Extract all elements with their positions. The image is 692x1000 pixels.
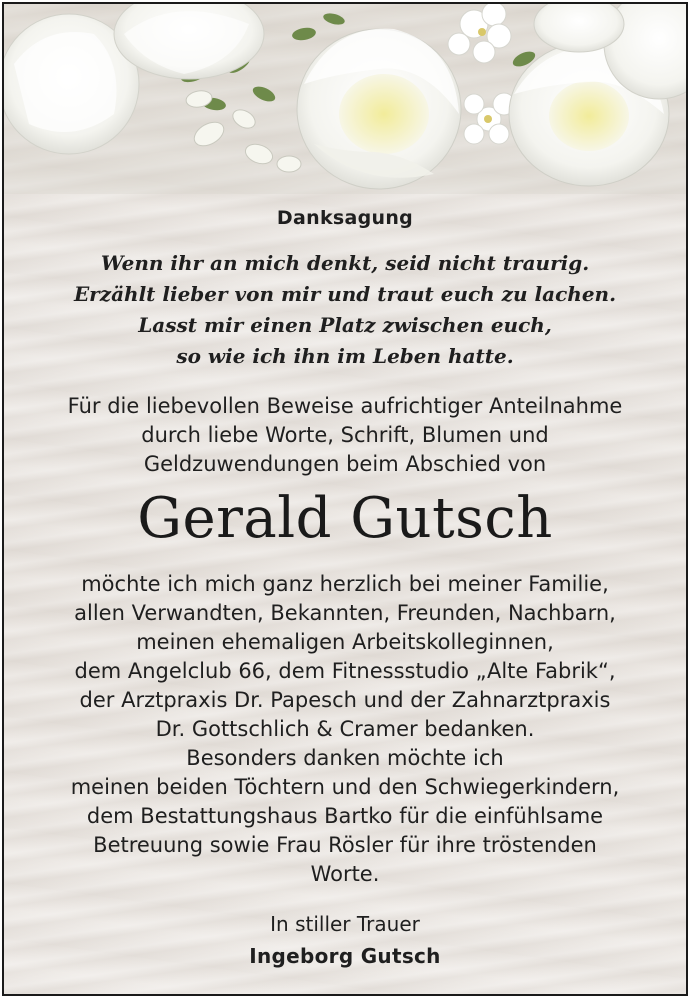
poem-line: Erzählt lieber von mir und traut euch zu lachen. xyxy=(73,282,617,306)
intro-text xyxy=(4,392,686,479)
deceased-name: Gerald Gutsch xyxy=(137,486,553,551)
thanks-line: dem Bestattungshaus Bartko für die einfühlsame xyxy=(86,804,604,828)
thanks-line: Dr. Gottschlich & Cramer bedanken. xyxy=(155,717,535,741)
tulip-bouquet-image xyxy=(4,4,686,194)
poem xyxy=(4,248,686,372)
intro-line: durch liebe Worte, Schrift, Blumen und xyxy=(141,423,549,447)
signature: Ingeborg Gutsch xyxy=(249,944,441,968)
obituary-card xyxy=(2,2,688,996)
thanks-line: Worte. xyxy=(310,862,380,886)
poem-line: Lasst mir einen Platz zwischen euch, xyxy=(138,313,552,337)
thanks-line: meinen ehemaligen Arbeitskolleginnen, xyxy=(136,630,554,654)
poem-line: so wie ich ihn im Leben hatte. xyxy=(176,344,514,368)
thanks-line: dem Angelclub 66, dem Fitnessstudio „Alte Fabrik“, xyxy=(74,659,616,683)
thanks-line: Betreuung sowie Frau Rösler für ihre tröstenden xyxy=(93,833,597,857)
poem-line: Wenn ihr an mich denkt, seid nicht traurig. xyxy=(100,251,590,275)
intro-line: Geldzuwendungen beim Abschied von xyxy=(143,452,547,476)
thanks-line: allen Verwandten, Bekannten, Freunden, Nachbarn, xyxy=(74,601,616,625)
intro-line: Für die liebevollen Beweise aufrichtiger Anteilnahme xyxy=(67,394,623,418)
thanks-line: möchte ich mich ganz herzlich bei meiner Familie, xyxy=(81,572,609,596)
thanks-line: Besonders danken möchte ich xyxy=(186,746,504,770)
thanks-line: meinen beiden Töchtern und den Schwiegerkindern, xyxy=(70,775,620,799)
thanks-line: der Arztpraxis Dr. Papesch und der Zahnarztpraxis xyxy=(79,688,611,712)
thanks-text xyxy=(4,570,686,889)
closing-phrase: In stiller Trauer xyxy=(270,912,420,936)
heading: Danksagung xyxy=(276,207,414,229)
